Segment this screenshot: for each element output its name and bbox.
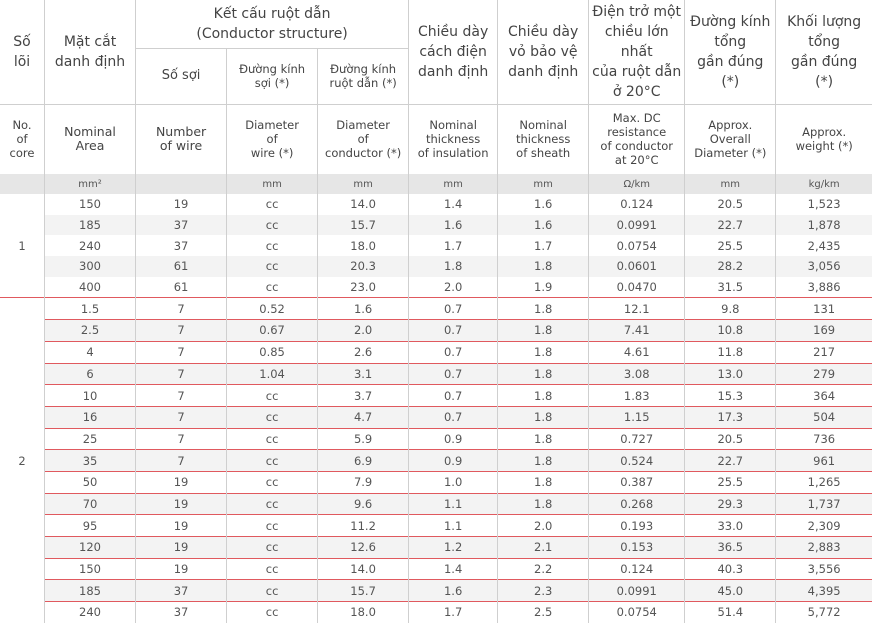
- wire-diameter-cell: cc: [227, 277, 318, 298]
- conductor-diameter-cell: 5.9: [318, 428, 409, 450]
- unit-cores: [0, 174, 45, 194]
- table-row: [0, 515, 872, 537]
- core-count-cell: 1: [0, 194, 45, 298]
- conductor-diameter-cell: 14.0: [318, 558, 409, 580]
- wire-diameter-cell: cc: [227, 558, 318, 580]
- header-wire-diameter-en: Diameter of wire (*): [227, 104, 318, 174]
- num-wire-cell: 37: [136, 580, 227, 602]
- weight-cell: 2,883: [776, 537, 872, 559]
- resistance-cell: 3.08: [589, 363, 685, 385]
- insulation-cell: 0.7: [409, 298, 498, 320]
- conductor-diameter-cell: 1.6: [318, 298, 409, 320]
- sheath-cell: 1.6: [498, 215, 589, 236]
- resistance-cell: 4.61: [589, 341, 685, 363]
- wire-diameter-cell: cc: [227, 256, 318, 277]
- sheath-cell: 1.8: [498, 341, 589, 363]
- resistance-cell: 0.727: [589, 428, 685, 450]
- resistance-cell: 0.0754: [589, 602, 685, 623]
- num-wire-cell: 7: [136, 450, 227, 472]
- conductor-diameter-cell: 7.9: [318, 471, 409, 493]
- resistance-cell: 0.124: [589, 558, 685, 580]
- header-conductor-diameter-en: Diameter of conductor (*): [318, 104, 409, 174]
- wire-diameter-cell: cc: [227, 580, 318, 602]
- weight-cell: 131: [776, 298, 872, 320]
- resistance-cell: 7.41: [589, 320, 685, 342]
- table-row: [0, 537, 872, 559]
- header-area-en: Nominal Area: [45, 104, 136, 174]
- header-overall-diameter-en: Approx. Overall Diameter (*): [685, 104, 776, 174]
- num-wire-cell: 19: [136, 471, 227, 493]
- weight-cell: 1,265: [776, 471, 872, 493]
- area-cell: 240: [45, 235, 136, 256]
- conductor-diameter-cell: 2.0: [318, 320, 409, 342]
- sheath-cell: 2.1: [498, 537, 589, 559]
- sheath-cell: 1.8: [498, 471, 589, 493]
- overall-diameter-cell: 29.3: [685, 493, 776, 515]
- area-cell: 400: [45, 277, 136, 298]
- num-wire-cell: 61: [136, 256, 227, 277]
- table-row: [0, 215, 872, 236]
- table-row: [0, 298, 872, 320]
- area-cell: 300: [45, 256, 136, 277]
- header-overall-diameter-vi: Đường kính tổng gần đúng (*): [685, 0, 776, 104]
- area-cell: 50: [45, 471, 136, 493]
- insulation-cell: 1.4: [409, 558, 498, 580]
- weight-cell: 1,737: [776, 493, 872, 515]
- header-num-wire-en: Number of wire: [136, 104, 227, 174]
- unit-weight: kg/km: [776, 174, 872, 194]
- area-cell: 150: [45, 194, 136, 215]
- overall-diameter-cell: 9.8: [685, 298, 776, 320]
- unit-area: mm²: [45, 174, 136, 194]
- overall-diameter-cell: 28.2: [685, 256, 776, 277]
- conductor-diameter-cell: 2.6: [318, 341, 409, 363]
- resistance-cell: 0.124: [589, 194, 685, 215]
- header-cores-vi: Số lõi: [0, 0, 45, 104]
- insulation-cell: 1.6: [409, 215, 498, 236]
- area-cell: 95: [45, 515, 136, 537]
- overall-diameter-cell: 25.5: [685, 235, 776, 256]
- wire-diameter-cell: cc: [227, 194, 318, 215]
- insulation-cell: 1.7: [409, 235, 498, 256]
- insulation-cell: 1.0: [409, 471, 498, 493]
- sheath-cell: 1.8: [498, 428, 589, 450]
- area-cell: 120: [45, 537, 136, 559]
- area-cell: 70: [45, 493, 136, 515]
- num-wire-cell: 7: [136, 298, 227, 320]
- core-count-cell: 2: [0, 298, 45, 623]
- num-wire-cell: 37: [136, 215, 227, 236]
- resistance-cell: 0.0601: [589, 256, 685, 277]
- weight-cell: 3,556: [776, 558, 872, 580]
- resistance-cell: 12.1: [589, 298, 685, 320]
- resistance-cell: 1.15: [589, 406, 685, 428]
- header-sheath-vi: Chiều dày vỏ bảo vệ danh định: [498, 0, 589, 104]
- weight-cell: 1,523: [807, 197, 841, 212]
- header-weight-vi: Khối lượng tổng gần đúng (*): [776, 0, 872, 104]
- unit-num-wire: [136, 174, 227, 194]
- table-row: [0, 235, 872, 256]
- insulation-cell: 0.9: [409, 428, 498, 450]
- area-cell: 185: [45, 580, 136, 602]
- table-row: [0, 450, 872, 472]
- weight-cell: 169: [776, 320, 872, 342]
- sheath-cell: 1.8: [498, 450, 589, 472]
- conductor-diameter-cell: 15.7: [318, 580, 409, 602]
- area-cell: 4: [45, 341, 136, 363]
- weight-cell: 961: [776, 450, 872, 472]
- conductor-diameter-cell: 14.0: [318, 194, 409, 215]
- insulation-cell: 0.7: [409, 341, 498, 363]
- overall-diameter-cell: 25.5: [685, 471, 776, 493]
- overall-diameter-cell: 22.7: [685, 450, 776, 472]
- overall-diameter-cell: 22.7: [685, 215, 776, 236]
- insulation-cell: 1.7: [409, 602, 498, 623]
- unit-conductor-diameter: mm: [318, 174, 409, 194]
- num-wire-cell: 19: [136, 537, 227, 559]
- insulation-cell: 2.0: [409, 277, 498, 298]
- overall-diameter-cell: 13.0: [685, 363, 776, 385]
- sheath-cell: 2.3: [498, 580, 589, 602]
- sheath-cell: 1.8: [498, 320, 589, 342]
- insulation-cell: 1.1: [409, 515, 498, 537]
- wire-diameter-cell: cc: [227, 602, 318, 623]
- weight-cell: 736: [776, 428, 872, 450]
- num-wire-cell: 7: [136, 363, 227, 385]
- overall-diameter-cell: 10.8: [685, 320, 776, 342]
- wire-diameter-cell: cc: [227, 428, 318, 450]
- unit-resistance: Ω/km: [589, 174, 685, 194]
- table-row: [0, 428, 872, 450]
- area-cell: 16: [45, 406, 136, 428]
- num-wire-cell: 7: [136, 385, 227, 407]
- header-num-wire-vi: Số sợi: [136, 48, 227, 104]
- sheath-cell: 1.8: [498, 493, 589, 515]
- header-resistance-en: Max. DC resistance of conductor at 20°C: [589, 104, 685, 174]
- table-row: [0, 471, 872, 493]
- weight-cell: 3,056: [776, 256, 872, 277]
- conductor-diameter-cell: 6.9: [318, 450, 409, 472]
- units-row: [0, 174, 872, 194]
- conductor-diameter-cell: 11.2: [318, 515, 409, 537]
- sheath-cell: 1.8: [498, 363, 589, 385]
- insulation-cell: 1.2: [409, 537, 498, 559]
- num-wire-cell: 37: [136, 235, 227, 256]
- table-row: [0, 558, 872, 580]
- insulation-cell: 1.4: [409, 194, 498, 215]
- conductor-diameter-cell: 3.7: [318, 385, 409, 407]
- header-resistance-vi: Điện trở một chiều lớn nhất của ruột dẫn ở 20°C: [589, 0, 685, 104]
- table-row: [0, 363, 872, 385]
- num-wire-cell: 7: [136, 428, 227, 450]
- header-cores-en: No. of core: [0, 104, 45, 174]
- header-wire-diameter-vi: Đường kính sợi (*): [227, 48, 318, 104]
- conductor-diameter-cell: 4.7: [318, 406, 409, 428]
- area-cell: 150: [45, 558, 136, 580]
- weight-cell: 504: [776, 406, 872, 428]
- weight-cell: 1,878: [776, 215, 872, 236]
- weight-cell: 5,772: [776, 602, 872, 623]
- overall-diameter-cell: 11.8: [685, 341, 776, 363]
- insulation-cell: 0.7: [409, 320, 498, 342]
- header-sheath-en: Nominal thickness of sheath: [498, 104, 589, 174]
- conductor-diameter-cell: 12.6: [318, 537, 409, 559]
- table-row: [0, 406, 872, 428]
- table-row: [0, 320, 872, 342]
- conductor-diameter-cell: 23.0: [318, 277, 409, 298]
- header-area-vi: Mặt cắt danh định: [45, 0, 136, 104]
- wire-diameter-cell: cc: [227, 537, 318, 559]
- unit-wire-diameter: mm: [227, 174, 318, 194]
- area-cell: 6: [45, 363, 136, 385]
- sheath-cell: 1.8: [498, 406, 589, 428]
- weight-cell: 3,886: [807, 280, 841, 295]
- overall-diameter-cell: 17.3: [685, 406, 776, 428]
- insulation-cell: 1.6: [409, 580, 498, 602]
- wire-diameter-cell: 0.85: [227, 341, 318, 363]
- conductor-diameter-cell: 18.0: [318, 235, 409, 256]
- overall-diameter-cell: 40.3: [685, 558, 776, 580]
- resistance-cell: 0.268: [589, 493, 685, 515]
- num-wire-cell: 61: [136, 277, 227, 298]
- overall-diameter-cell: 31.5: [685, 277, 776, 298]
- wire-diameter-cell: cc: [227, 450, 318, 472]
- conductor-diameter-cell: 9.6: [318, 493, 409, 515]
- area-cell: 10: [45, 385, 136, 407]
- num-wire-cell: 7: [136, 320, 227, 342]
- conductor-diameter-cell: 15.7: [318, 215, 409, 236]
- unit-overall-diameter: mm: [685, 174, 776, 194]
- overall-diameter-cell: 15.3: [685, 385, 776, 407]
- resistance-cell: 0.0991: [589, 215, 685, 236]
- resistance-cell: 1.83: [589, 385, 685, 407]
- overall-diameter-cell: 20.5: [685, 428, 776, 450]
- weight-cell: 279: [776, 363, 872, 385]
- unit-sheath: mm: [498, 174, 589, 194]
- weight-cell: 4,395: [776, 580, 872, 602]
- wire-diameter-cell: cc: [227, 215, 318, 236]
- overall-diameter-cell: 51.4: [685, 602, 776, 623]
- num-wire-cell: 19: [136, 493, 227, 515]
- sheath-cell: 1.8: [498, 256, 589, 277]
- weight-cell: 2,309: [776, 515, 872, 537]
- area-cell: 25: [45, 428, 136, 450]
- table-row: [0, 602, 872, 623]
- table-row: [0, 277, 872, 298]
- weight-cell: 217: [776, 341, 872, 363]
- num-wire-cell: 37: [136, 602, 227, 623]
- unit-insulation: mm: [409, 174, 498, 194]
- insulation-cell: 1.8: [409, 256, 498, 277]
- insulation-cell: 0.7: [409, 363, 498, 385]
- sheath-cell: 2.0: [498, 515, 589, 537]
- weight-cell: 2,435: [807, 238, 841, 253]
- table-row: [0, 385, 872, 407]
- overall-diameter-cell: 33.0: [685, 515, 776, 537]
- insulation-cell: 0.7: [409, 406, 498, 428]
- overall-diameter-cell: 45.0: [685, 580, 776, 602]
- conductor-diameter-cell: 18.0: [318, 602, 409, 623]
- overall-diameter-cell: 20.5: [685, 194, 776, 215]
- sheath-cell: 1.8: [498, 385, 589, 407]
- header-conductor-structure: Kết cấu ruột dẫn (Conductor structure): [136, 0, 409, 48]
- wire-diameter-cell: cc: [227, 471, 318, 493]
- table-row: [0, 493, 872, 515]
- table-row: [0, 580, 872, 602]
- sheath-cell: 2.5: [498, 602, 589, 623]
- insulation-cell: 1.1: [409, 493, 498, 515]
- resistance-cell: 0.0754: [589, 235, 685, 256]
- wire-diameter-cell: cc: [227, 406, 318, 428]
- num-wire-cell: 19: [136, 515, 227, 537]
- table-row: [0, 341, 872, 363]
- num-wire-cell: 7: [136, 341, 227, 363]
- area-cell: 1.5: [45, 298, 136, 320]
- insulation-cell: 0.9: [409, 450, 498, 472]
- table-row: [0, 256, 872, 277]
- resistance-cell: 0.0470: [589, 277, 685, 298]
- weight-cell: 364: [776, 385, 872, 407]
- num-wire-cell: 19: [136, 558, 227, 580]
- table-row: [0, 194, 872, 215]
- overall-diameter-cell: 36.5: [685, 537, 776, 559]
- sheath-cell: 2.2: [498, 558, 589, 580]
- area-cell: 185: [45, 215, 136, 236]
- sheath-cell: 1.9: [498, 277, 589, 298]
- insulation-cell: 0.7: [409, 385, 498, 407]
- sheath-cell: 1.6: [498, 194, 589, 215]
- wire-diameter-cell: cc: [227, 235, 318, 256]
- conductor-diameter-cell: 3.1: [318, 363, 409, 385]
- area-cell: 240: [45, 602, 136, 623]
- sheath-cell: 1.7: [498, 235, 589, 256]
- header-insulation-en: Nominal thickness of insulation: [409, 104, 498, 174]
- header-weight-en: Approx. weight (*): [795, 125, 853, 154]
- core-1-group: [0, 194, 872, 298]
- area-cell: 2.5: [45, 320, 136, 342]
- wire-diameter-cell: 0.67: [227, 320, 318, 342]
- num-wire-cell: 19: [136, 194, 227, 215]
- resistance-cell: 0.0991: [589, 580, 685, 602]
- resistance-cell: 0.193: [589, 515, 685, 537]
- area-cell: 35: [45, 450, 136, 472]
- resistance-cell: 0.524: [589, 450, 685, 472]
- core-2-group: [0, 298, 872, 623]
- wire-diameter-cell: cc: [227, 385, 318, 407]
- sheath-cell: 1.8: [498, 298, 589, 320]
- num-wire-cell: 7: [136, 406, 227, 428]
- wire-diameter-cell: cc: [227, 515, 318, 537]
- header-conductor-diameter-vi: Đường kính ruột dẫn (*): [318, 48, 409, 104]
- wire-diameter-cell: 0.52: [227, 298, 318, 320]
- header-insulation-vi: Chiều dày cách điện danh định: [409, 0, 498, 104]
- wire-diameter-cell: cc: [227, 493, 318, 515]
- wire-diameter-cell: 1.04: [227, 363, 318, 385]
- conductor-diameter-cell: 20.3: [318, 256, 409, 277]
- resistance-cell: 0.387: [589, 471, 685, 493]
- resistance-cell: 0.153: [589, 537, 685, 559]
